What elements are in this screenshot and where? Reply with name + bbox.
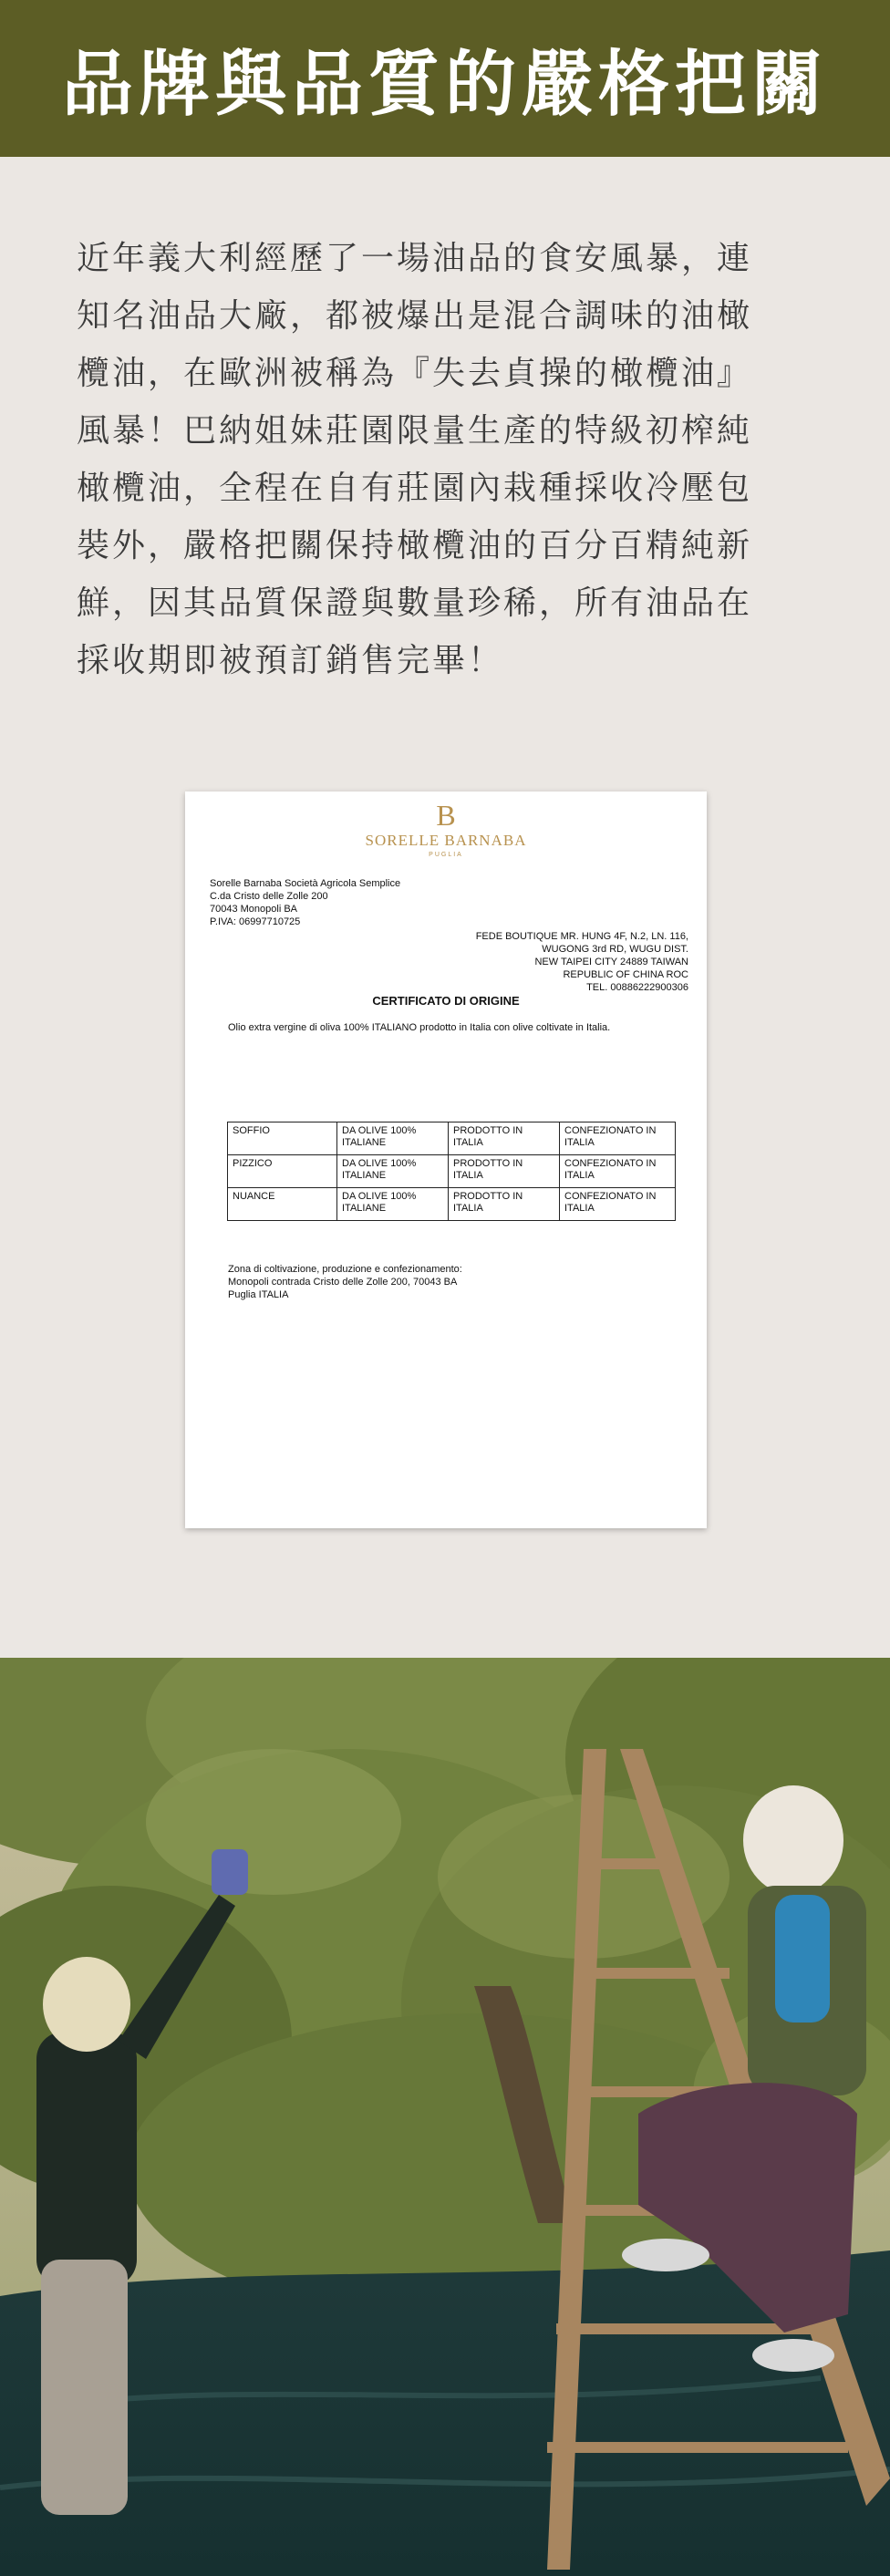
table-cell: CONFEZIONATO IN ITALIA <box>560 1155 676 1188</box>
table-cell: PRODOTTO IN ITALIA <box>449 1155 560 1188</box>
intro-line: 裝外，嚴格把關保持橄欖油的百分百精純新 <box>77 527 753 564</box>
table-cell: PRODOTTO IN ITALIA <box>449 1122 560 1155</box>
table-cell: PRODOTTO IN ITALIA <box>449 1188 560 1221</box>
sender-address <box>210 877 400 928</box>
table-cell: CONFEZIONATO IN ITALIA <box>560 1188 676 1221</box>
recipient-line: WUGONG 3rd RD, WUGU DIST. <box>542 944 688 955</box>
table-row <box>228 1155 676 1188</box>
intro-line: 鮮，因其品質保證與數量珍稀，所有油品在 <box>77 585 753 622</box>
intro-line: 欖油，在歐洲被稱為『失去貞操的橄欖油』 <box>77 355 753 392</box>
table-row <box>228 1122 676 1155</box>
logo-subtitle: PUGLIA <box>429 852 463 858</box>
table-cell: DA OLIVE 100% ITALIANE <box>337 1155 449 1188</box>
table-cell: NUANCE <box>228 1188 337 1221</box>
intro-line: 知名油品大廠，都被爆出是混合調味的油橄 <box>77 297 753 335</box>
recipient-line: FEDE BOUTIQUE MR. HUNG 4F, N.2, LN. 116, <box>475 931 688 942</box>
certificate-title: CERTIFICATO DI ORIGINE <box>372 994 520 1008</box>
recipient-line: REPUBLIC OF CHINA ROC <box>563 969 688 980</box>
zone-line: Monopoli contrada Cristo delle Zolle 200, 70043 BA <box>228 1277 458 1288</box>
recipient-line: NEW TAIPEI CITY 24889 TAIWAN <box>534 957 688 967</box>
brand-logo <box>185 801 707 858</box>
page-title: 品牌與品質的嚴格把關 <box>61 43 828 126</box>
zone-line: Zona di coltivazione, produzione e confezionamento: <box>228 1264 462 1275</box>
sender-line: P.IVA: 06997710725 <box>210 916 301 927</box>
logo-brand-name: SORELLE BARNABA <box>365 832 527 849</box>
intro-line: 近年義大利經歷了一場油品的食安風暴，連 <box>77 240 753 277</box>
intro-line: 風暴！巴納姐妹莊園限量生產的特級初榨純 <box>77 412 753 450</box>
table-cell: CONFEZIONATO IN ITALIA <box>560 1122 676 1155</box>
certificate-document <box>185 791 707 1528</box>
sender-line: 70043 Monopoli BA <box>210 904 298 915</box>
table-cell: SOFFIO <box>228 1122 337 1155</box>
olive-harvest-photo <box>0 1658 890 2576</box>
production-zone <box>228 1263 462 1301</box>
table-cell: DA OLIVE 100% ITALIANE <box>337 1122 449 1155</box>
table-cell: DA OLIVE 100% ITALIANE <box>337 1188 449 1221</box>
intro-line: 採收期即被預訂銷售完畢！ <box>77 642 504 679</box>
sender-line: Sorelle Barnaba Società Agricola Semplice <box>210 878 401 889</box>
table-cell: PIZZICO <box>228 1155 337 1188</box>
intro-line: 橄欖油，全程在自有莊園內栽種採收冷壓包 <box>77 470 753 507</box>
table-row <box>228 1188 676 1221</box>
zone-line: Puglia ITALIA <box>228 1289 289 1300</box>
products-table <box>227 1122 676 1221</box>
logo-mark: B <box>436 799 456 832</box>
recipient-address <box>476 930 688 994</box>
intro-paragraph <box>77 230 815 689</box>
origin-statement: Olio extra vergine di oliva 100% ITALIANO prodotto in Italia con olive coltivate in Italia. <box>228 1022 611 1033</box>
sender-line: C.da Cristo delle Zolle 200 <box>210 891 328 902</box>
recipient-line: TEL. 00886222900306 <box>586 982 688 993</box>
header-banner <box>0 0 890 157</box>
